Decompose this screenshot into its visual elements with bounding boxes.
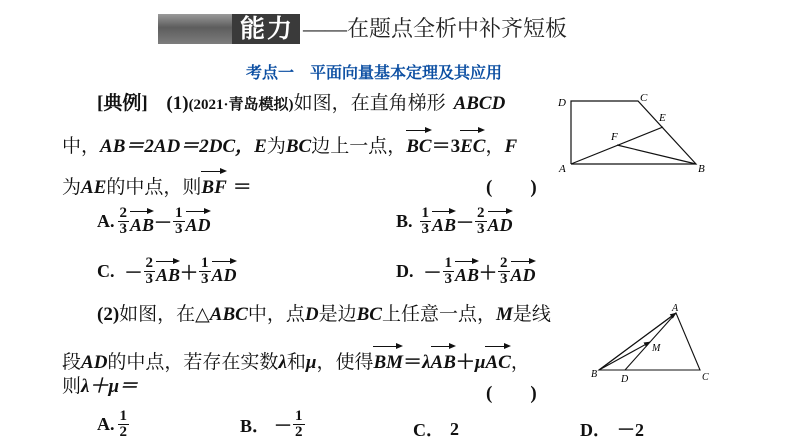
q1-text: 中， xyxy=(62,136,101,157)
q1-point-f: F xyxy=(504,136,518,157)
arrow-ab xyxy=(599,313,676,370)
q2-option-a[interactable] xyxy=(97,409,130,440)
fraction: $\frac{1}{3}$ xyxy=(421,205,430,237)
arrow-bm xyxy=(599,342,650,370)
q2-text: 如图，在△ xyxy=(119,304,210,325)
q1-comma: ， xyxy=(485,136,505,157)
vector-ad: AD xyxy=(186,208,211,236)
vector-ad: AD xyxy=(511,258,536,286)
q2-number: (2) xyxy=(97,304,120,325)
q2-text: ，使得 xyxy=(316,352,374,373)
q1-text: 的中点，则 xyxy=(106,177,202,198)
fraction: $\frac{2}{3}$ xyxy=(145,255,153,287)
vector-ad: AD xyxy=(488,208,513,236)
q1-answer-paren: ( ) xyxy=(486,177,537,198)
vector-bf: BF xyxy=(201,168,226,201)
q1-eq: ＝ xyxy=(232,177,252,198)
q1-seg-bc: BC xyxy=(285,136,312,157)
label-d: D xyxy=(621,374,629,385)
q1-line-1 xyxy=(97,91,505,118)
q2-option-c[interactable] xyxy=(413,416,459,442)
q1-option-b[interactable] xyxy=(396,206,513,237)
fraction: $\frac{2}{3}$ xyxy=(477,205,485,237)
label-a: A xyxy=(672,303,679,314)
figure-trapezoid xyxy=(555,88,715,178)
q2-mu: μ xyxy=(305,352,317,373)
q2-answer-paren: ( ) xyxy=(486,383,537,404)
q1-eq: ＝3 xyxy=(431,136,461,157)
option-label: C. xyxy=(97,261,115,281)
option-label: B． xyxy=(240,415,271,436)
q2-lambda: λ xyxy=(422,352,431,373)
fraction: $\frac{1}{3}$ xyxy=(175,205,183,237)
q1-text: 为 xyxy=(62,177,82,198)
fraction: $\frac{2}{3}$ xyxy=(119,205,127,237)
header-title: 能力 xyxy=(239,15,294,43)
label-a: A xyxy=(559,163,566,175)
option-value: －2 xyxy=(617,420,644,440)
label-b: B xyxy=(591,369,598,380)
q2-triangle-abc: ABC xyxy=(209,304,248,325)
segment-fb xyxy=(617,145,696,164)
option-label: D. xyxy=(396,261,414,281)
vector-bm: BM xyxy=(373,343,403,376)
label-b: B xyxy=(698,163,705,175)
header-subtitle: ——在题点全析中补齐短板 xyxy=(303,16,568,41)
vector-ab: AB xyxy=(431,343,456,376)
q1-line-2 xyxy=(62,127,517,160)
q2-eq: ＝ xyxy=(403,352,423,373)
vector-bc: BC xyxy=(406,127,431,160)
operator: － xyxy=(456,212,475,233)
q1-line-3 xyxy=(62,168,252,201)
q2-plus: ＋ xyxy=(455,352,475,373)
q1-seg-ae: AE xyxy=(81,177,107,198)
label-d: D xyxy=(558,97,566,109)
fraction: $\frac{1}{2}$ xyxy=(119,408,127,440)
q1-text: 如图，在直角梯形 xyxy=(293,93,446,114)
label-c: C xyxy=(702,372,709,383)
label-e: E xyxy=(659,112,666,124)
q1-text: 为 xyxy=(266,136,286,157)
section-title: 考点一 平面向量基本定理及其应用 xyxy=(246,65,503,82)
q1-option-d[interactable] xyxy=(396,256,536,287)
q1-source: (2021·青岛模拟) xyxy=(188,97,294,113)
label-c: C xyxy=(640,92,648,104)
q2-comma: ， xyxy=(510,352,530,373)
operator: － xyxy=(154,212,173,233)
q2-point-m: M xyxy=(495,304,513,325)
label-m: M xyxy=(652,343,661,354)
q2-option-b[interactable] xyxy=(240,409,306,440)
q2-text: 上任意一点， xyxy=(381,304,496,325)
q1-option-c[interactable] xyxy=(97,256,237,287)
option-value: 2 xyxy=(450,418,459,439)
fraction: $\frac{1}{3}$ xyxy=(444,255,452,287)
q2-lambda: λ xyxy=(278,352,287,373)
operator: － xyxy=(423,262,442,283)
vector-ac: AC xyxy=(485,343,510,376)
option-label: A. xyxy=(97,414,115,434)
q2-text: 是边 xyxy=(318,304,357,325)
q1-number: (1) xyxy=(166,93,189,114)
figure-triangle xyxy=(585,300,715,390)
operator: ＋ xyxy=(180,262,199,283)
option-label: A. xyxy=(97,211,115,231)
q2-point-d: D xyxy=(304,304,319,325)
q2-text: 的中点，若存在实数 xyxy=(107,352,279,373)
operator: － xyxy=(124,262,143,283)
q2-text: 和 xyxy=(286,352,306,373)
vector-ab: AB xyxy=(455,258,479,286)
fraction: $\frac{1}{3}$ xyxy=(201,255,209,287)
fraction: $\frac{2}{3}$ xyxy=(500,255,508,287)
q1-tag: [典例] xyxy=(97,93,148,114)
q2-line-3 xyxy=(62,374,138,400)
operator: － xyxy=(274,415,293,436)
q2-text: 是线 xyxy=(512,304,551,325)
q2-text: 中，点 xyxy=(247,304,305,325)
option-label: C． xyxy=(413,420,444,440)
vector-ad: AD xyxy=(212,258,237,286)
option-label: B. xyxy=(396,211,413,231)
vector-ab: AB xyxy=(156,258,180,286)
q2-line-2 xyxy=(62,343,530,376)
q2-mu: μ xyxy=(474,352,486,373)
q2-seg-bc: BC xyxy=(356,304,382,325)
segment-ad xyxy=(625,313,676,370)
q1-condition: AB＝2AD＝2DC， xyxy=(100,136,255,157)
q1-point-e: E xyxy=(254,136,267,157)
q2-seg-ad: AD xyxy=(81,352,108,373)
q1-text: 边上一点， xyxy=(311,136,407,157)
vector-ec: EC xyxy=(460,127,485,160)
q2-option-d[interactable] xyxy=(580,416,644,442)
fraction: $\frac{1}{2}$ xyxy=(295,408,303,440)
q2-text: 段 xyxy=(62,352,82,373)
header-gradient-block xyxy=(158,14,232,44)
vector-ab: AB xyxy=(130,208,154,236)
q2-line-1 xyxy=(97,302,551,328)
q1-var-abcd: ABCD xyxy=(453,93,506,114)
trapezoid-outline xyxy=(571,101,696,164)
vector-ab: AB xyxy=(432,208,456,236)
label-f: F xyxy=(611,131,618,143)
q2-expression: λ＋μ＝ xyxy=(81,376,139,397)
q2-text: 则 xyxy=(62,376,82,397)
q1-option-a[interactable] xyxy=(97,206,211,237)
option-label: D． xyxy=(580,420,611,440)
operator: ＋ xyxy=(479,262,498,283)
